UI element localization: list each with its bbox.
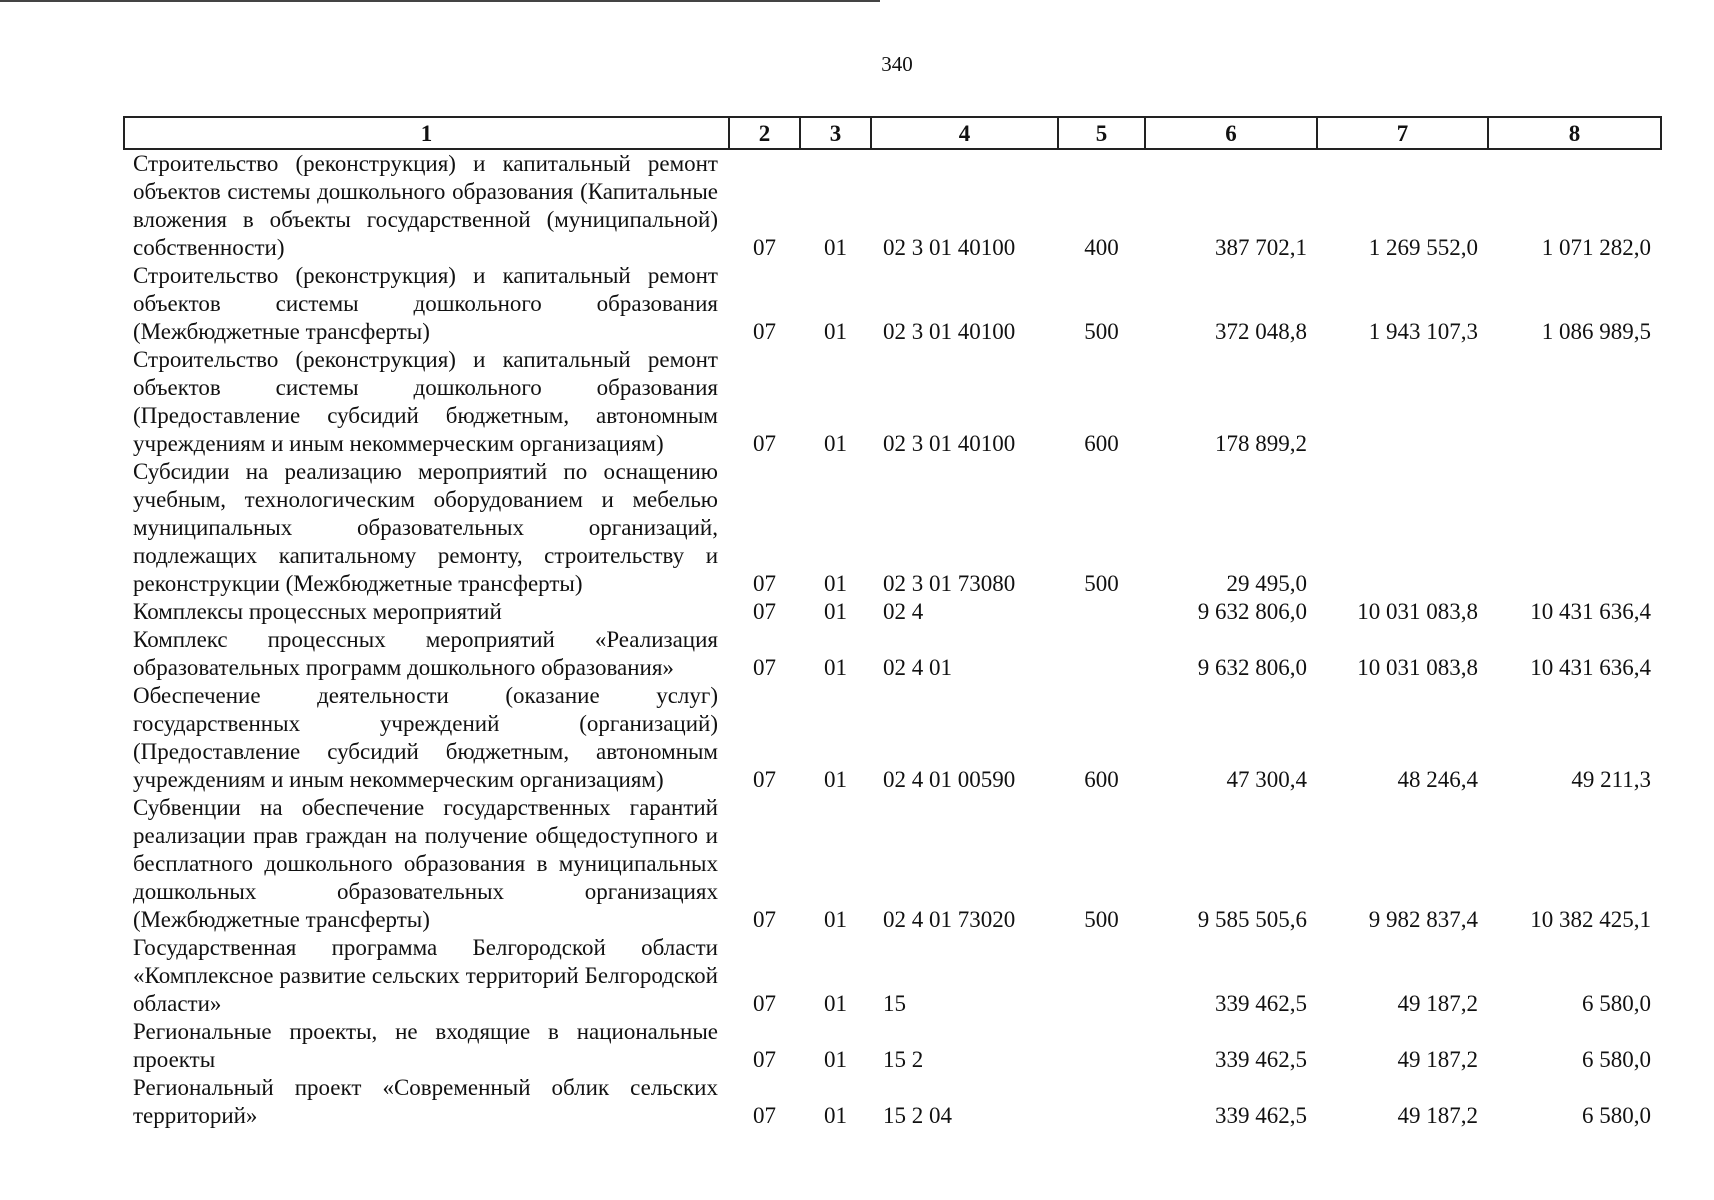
row-description: Строительство (реконструкция) и капитальный ремонт объектов системы дошкольного образования (Межбюджетные трансферты) (133, 263, 718, 344)
row-expense-type: 600 (1084, 431, 1119, 456)
budget-table (123, 116, 1662, 1130)
row-amount-col6: 9 632 806,0 (1197, 655, 1307, 680)
col-header-3: 3 (800, 117, 871, 149)
row-expense-type (1058, 598, 1145, 626)
row-section-code: 07 (753, 907, 776, 932)
row-amount-col7 (1317, 346, 1488, 458)
table-row (124, 458, 1661, 598)
row-description: Субсидии на реализацию мероприятий по оснащению учебным, технологическим оборудованием и мебелью муниципальных образовательных организаций, подлежащих капитальному ремонту, строительству и реконструкции (Межбюджетные трансферты) (133, 459, 718, 596)
row-subsection-code: 01 (824, 235, 847, 260)
row-subsection-code: 01 (824, 431, 847, 456)
row-section-code: 07 (753, 991, 776, 1016)
row-target-article: 02 4 01 73020 (883, 907, 1016, 932)
row-subsection-code: 01 (824, 991, 847, 1016)
row-target-article: 15 2 04 (883, 1103, 952, 1128)
row-amount-col6: 387 702,1 (1215, 235, 1307, 260)
row-subsection-code: 01 (824, 1103, 847, 1128)
row-target-article: 02 3 01 73080 (883, 571, 1016, 596)
row-amount-col8: 6 580,0 (1582, 1103, 1651, 1128)
row-amount-col8: 6 580,0 (1582, 1047, 1651, 1072)
row-description: Строительство (реконструкция) и капитальный ремонт объектов системы дошкольного образования (Предоставление субсидий бюджетным, автономным учреждениям и иным некоммерческим организациям) (133, 347, 718, 456)
table-row (124, 262, 1661, 346)
col-header-8: 8 (1488, 117, 1661, 149)
row-amount-col7: 49 187,2 (1397, 1047, 1478, 1072)
row-amount-col7 (1317, 458, 1488, 598)
header-row (124, 117, 1661, 149)
row-target-article: 02 3 01 40100 (883, 319, 1016, 344)
row-amount-col7: 9 982 837,4 (1368, 907, 1478, 932)
row-amount-col6: 372 048,8 (1215, 319, 1307, 344)
col-header-5: 5 (1058, 117, 1145, 149)
col-header-1: 1 (124, 117, 729, 149)
row-amount-col6: 29 495,0 (1226, 571, 1307, 596)
row-subsection-code: 01 (824, 1047, 847, 1072)
row-section-code: 07 (753, 1047, 776, 1072)
row-subsection-code: 01 (824, 767, 847, 792)
row-expense-type (1058, 1018, 1145, 1074)
row-section-code: 07 (753, 319, 776, 344)
row-expense-type (1058, 626, 1145, 682)
row-section-code: 07 (753, 235, 776, 260)
row-amount-col6: 178 899,2 (1215, 431, 1307, 456)
row-expense-type: 600 (1084, 767, 1119, 792)
row-section-code: 07 (753, 655, 776, 680)
row-subsection-code: 01 (824, 907, 847, 932)
row-amount-col8: 49 211,3 (1571, 767, 1651, 792)
table-row (124, 1074, 1661, 1130)
row-amount-col6: 9 632 806,0 (1197, 599, 1307, 624)
row-description: Комплекс процессных мероприятий «Реализация образовательных программ дошкольного образования» (133, 627, 718, 680)
row-section-code: 07 (753, 599, 776, 624)
table-row (124, 149, 1661, 262)
row-description: Региональный проект «Современный облик сельских территорий» (133, 1075, 718, 1128)
table-row (124, 794, 1661, 934)
row-expense-type: 500 (1084, 571, 1119, 596)
table-row (124, 346, 1661, 458)
row-target-article: 02 4 01 00590 (883, 767, 1016, 792)
row-amount-col7: 1 269 552,0 (1368, 235, 1478, 260)
row-description: Региональные проекты, не входящие в национальные проекты (133, 1019, 718, 1072)
row-amount-col7: 48 246,4 (1397, 767, 1478, 792)
row-subsection-code: 01 (824, 319, 847, 344)
row-description: Строительство (реконструкция) и капитальный ремонт объектов системы дошкольного образования (Капитальные вложения в объекты государственной (муниципальной) собственности) (133, 151, 718, 260)
row-amount-col7: 1 943 107,3 (1368, 319, 1478, 344)
row-description: Государственная программа Белгородской области «Комплексное развитие сельских территорий Белгородской области» (133, 935, 718, 1016)
row-subsection-code: 01 (824, 655, 847, 680)
row-expense-type (1058, 934, 1145, 1018)
row-amount-col7: 49 187,2 (1397, 1103, 1478, 1128)
row-expense-type: 500 (1084, 319, 1119, 344)
row-target-article: 02 4 01 (883, 655, 952, 680)
row-amount-col8: 10 382 425,1 (1530, 907, 1651, 932)
row-target-article: 02 3 01 40100 (883, 235, 1016, 260)
row-amount-col6: 339 462,5 (1215, 1047, 1307, 1072)
row-subsection-code: 01 (824, 571, 847, 596)
row-expense-type: 500 (1084, 907, 1119, 932)
page-number: 340 (881, 52, 913, 76)
row-amount-col7: 10 031 083,8 (1357, 599, 1478, 624)
row-target-article: 02 4 (883, 599, 924, 624)
col-header-7: 7 (1317, 117, 1488, 149)
row-section-code: 07 (753, 1103, 776, 1128)
row-amount-col6: 47 300,4 (1226, 767, 1307, 792)
col-header-2: 2 (729, 117, 800, 149)
row-amount-col7: 10 031 083,8 (1357, 655, 1478, 680)
row-section-code: 07 (753, 571, 776, 596)
row-amount-col6: 339 462,5 (1215, 991, 1307, 1016)
table-row (124, 626, 1661, 682)
table-row (124, 682, 1661, 794)
row-description: Субвенции на обеспечение государственных гарантий реализации прав граждан на получение общедоступного и бесплатного дошкольного образования в муниципальных дошкольных образовательных организациях (Межбюджетные трансферты) (133, 795, 718, 932)
row-target-article: 15 (883, 991, 906, 1016)
table-row (124, 934, 1661, 1018)
table-body (124, 149, 1661, 1130)
col-header-4: 4 (871, 117, 1058, 149)
col-header-6: 6 (1145, 117, 1317, 149)
row-amount-col8: 10 431 636,4 (1530, 655, 1651, 680)
row-amount-col8 (1488, 458, 1661, 598)
row-expense-type (1058, 1074, 1145, 1130)
table-row (124, 598, 1661, 626)
row-description: Комплексы процессных мероприятий (133, 599, 502, 624)
row-expense-type: 400 (1084, 235, 1119, 260)
row-amount-col6: 9 585 505,6 (1197, 907, 1307, 932)
row-amount-col6: 339 462,5 (1215, 1103, 1307, 1128)
row-amount-col8: 1 086 989,5 (1541, 319, 1651, 344)
row-section-code: 07 (753, 767, 776, 792)
top-rule (0, 0, 880, 2)
row-section-code: 07 (753, 431, 776, 456)
row-amount-col8: 6 580,0 (1582, 991, 1651, 1016)
table-row (124, 1018, 1661, 1074)
row-amount-col7: 49 187,2 (1397, 991, 1478, 1016)
row-amount-col8: 1 071 282,0 (1541, 235, 1651, 260)
row-target-article: 15 2 (883, 1047, 924, 1072)
row-amount-col8 (1488, 346, 1661, 458)
row-target-article: 02 3 01 40100 (883, 431, 1016, 456)
row-subsection-code: 01 (824, 599, 847, 624)
row-amount-col8: 10 431 636,4 (1530, 599, 1651, 624)
row-description: Обеспечение деятельности (оказание услуг) государственных учреждений (организаций) (Предоставление субсидий бюджетным, автономным учреждениям и иным некоммерческим организациям) (133, 683, 718, 792)
